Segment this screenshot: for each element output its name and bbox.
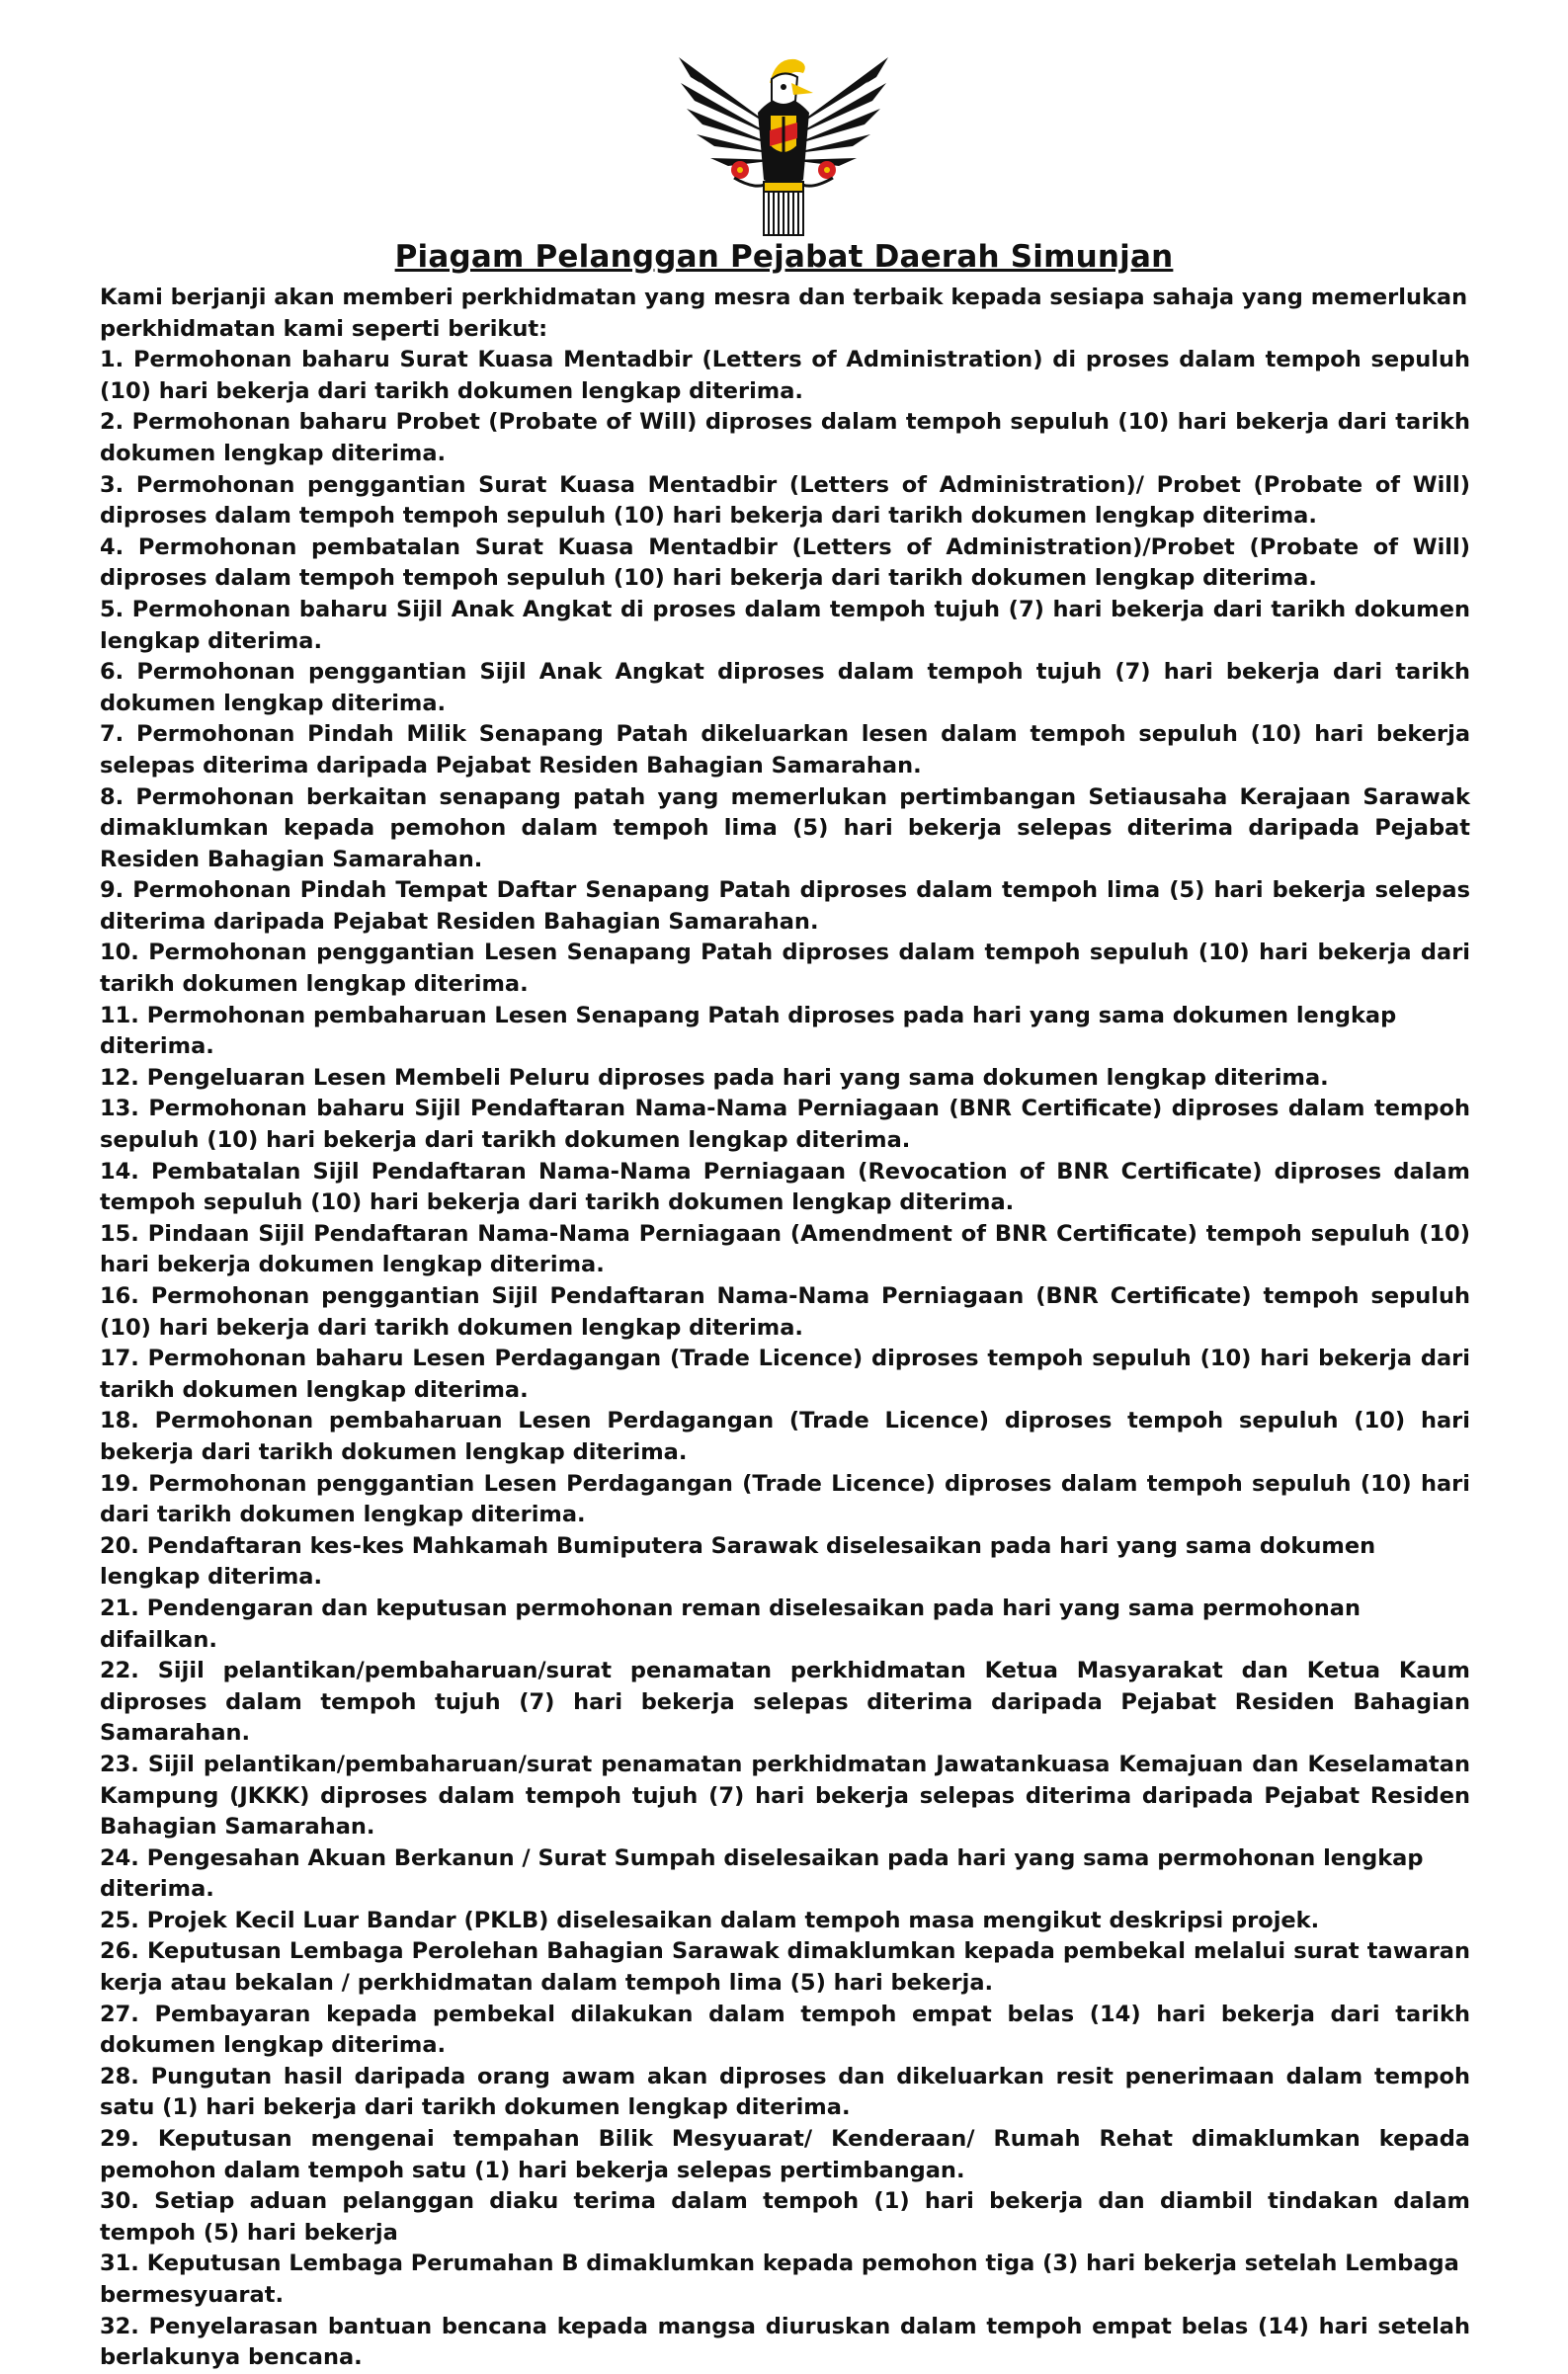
list-item: 24. Pengesahan Akuan Berkanun / Surat Sumpah diselesaikan pada hari yang sama permohonan lengkap diterima.	[100, 1844, 1424, 1903]
list-item: 14. Pembatalan Sijil Pendaftaran Nama-Nama Perniagaan (Revocation of BNR Certificate) diproses dalam tempoh sepuluh (10) hari bekerja dari tarikh dokumen lengkap diterima.	[100, 1158, 1470, 1216]
list-item: 13. Permohonan baharu Sijil Pendaftaran Nama-Nama Perniagaan (BNR Certificate) diproses dalam tempoh sepuluh (10) hari bekerja dari tarikh dokumen lengkap diterima.	[100, 1096, 1470, 1154]
charter-list	[100, 345, 1470, 2374]
list-item: 8. Permohonan berkaitan senapang patah yang memerlukan pertimbangan Setiausaha Kerajaan Sarawak dimaklumkan kepada pemohon dalam tempoh lima (5) hari bekerja selepas diterima daripada Pejabat Residen Bahagian Samarahan.	[100, 783, 1470, 872]
charter-content	[100, 283, 1470, 2374]
list-item: 31. Keputusan Lembaga Perumahan B dimaklumkan kepada pemohon tiga (3) hari bekerja setelah Lembaga bermesyuarat.	[100, 2251, 1459, 2308]
list-item: 4. Permohonan pembatalan Surat Kuasa Mentadbir (Letters of Administration)/Probet (Probate of Will) diproses dalam tempoh tempoh sepuluh (10) hari bekerja dari tarikh dokumen lengkap diterima.	[100, 533, 1470, 592]
list-item: 17. Permohonan baharu Lesen Perdagangan (Trade Licence) diproses tempoh sepuluh (10) hari bekerja dari tarikh dokumen lengkap diterima.	[100, 1346, 1470, 1403]
list-item: 27. Pembayaran kepada pembekal dilakukan dalam tempoh empat belas (14) hari bekerja dari tarikh dokumen lengkap diterima.	[100, 2001, 1470, 2059]
list-item: 19. Permohonan penggantian Lesen Perdagangan (Trade Licence) diproses dalam tempoh sepuluh (10) hari dari tarikh dokumen lengkap diterima.	[100, 1470, 1470, 1528]
list-item: 18. Permohonan pembaharuan Lesen Perdagangan (Trade Licence) diproses tempoh sepuluh (10) hari bekerja dari tarikh dokumen lengkap diterima.	[100, 1408, 1470, 1465]
list-item: 23. Sijil pelantikan/pembaharuan/surat penamatan perkhidmatan Jawatankuasa Kemajuan dan Keselamatan Kampung (JKKK) diproses dalam tempoh tujuh (7) hari bekerja selepas diterima daripada Pejabat Residen Bahagian Samarahan.	[100, 1751, 1470, 1841]
list-item: 26. Keputusan Lembaga Perolehan Bahagian Sarawak dimaklumkan kepada pembekal melalui surat tawaran kerja atau bekalan / perkhidmatan dalam tempoh lima (5) hari bekerja.	[100, 1938, 1470, 1997]
list-item: 20. Pendaftaran kes-kes Mahkamah Bumiputera Sarawak diselesaikan pada hari yang sama dokumen lengkap diterima.	[100, 1532, 1376, 1591]
list-item: 25. Projek Kecil Luar Bandar (PKLB) diselesaikan dalam tempoh masa mengikut deskripsi projek.	[100, 1907, 1320, 1933]
list-item: 11. Permohonan pembaharuan Lesen Senapang Patah diproses pada hari yang sama dokumen lengkap diterima.	[100, 1002, 1397, 1060]
sarawak-crest-icon	[675, 43, 892, 241]
list-item: 10. Permohonan penggantian Lesen Senapang Patah diproses dalam tempoh sepuluh (10) hari bekerja dari tarikh dokumen lengkap diterima.	[100, 940, 1470, 998]
intro-paragraph: Kami berjanji akan memberi perkhidmatan yang mesra dan terbaik kepada sesiapa sahaja yang memerlukan perkhidmatan kami seperti berikut:	[100, 285, 1468, 342]
list-item: 9. Permohonan Pindah Tempat Daftar Senapang Patah diproses dalam tempoh lima (5) hari bekerja selepas diterima daripada Pejabat Residen Bahagian Samarahan.	[100, 877, 1470, 935]
list-item: 29. Keputusan mengenai tempahan Bilik Mesyuarat/ Kenderaan/ Rumah Rehat dimaklumkan kepada pemohon dalam tempoh satu (1) hari bekerja selepas pertimbangan.	[100, 2126, 1470, 2183]
list-item: 22. Sijil pelantikan/pembaharuan/surat penamatan perkhidmatan Ketua Masyarakat dan Ketua Kaum diproses dalam tempoh tujuh (7) hari bekerja selepas diterima daripada Pejabat Residen Bahagian Samarahan.	[100, 1658, 1470, 1747]
list-item: 15. Pindaan Sijil Pendaftaran Nama-Nama Perniagaan (Amendment of BNR Certificate) tempoh sepuluh (10) hari bekerja dokumen lengkap diterima.	[100, 1220, 1470, 1278]
list-item: 3. Permohonan penggantian Surat Kuasa Mentadbir (Letters of Administration)/ Probet (Probate of Will) diproses dalam tempoh tempoh sepuluh (10) hari bekerja dari tarikh dokumen lengkap diterima.	[100, 471, 1470, 530]
list-item: 28. Pungutan hasil daripada orang awam akan diproses dan dikeluarkan resit penerimaan dalam tempoh satu (1) hari bekerja dari tarikh dokumen lengkap diterima.	[100, 2063, 1470, 2121]
list-item: 7. Permohonan Pindah Milik Senapang Patah dikeluarkan lesen dalam tempoh sepuluh (10) hari bekerja selepas diterima daripada Pejabat Residen Bahagian Samarahan.	[100, 721, 1470, 778]
list-item: 2. Permohonan baharu Probet (Probate of Will) diproses dalam tempoh sepuluh (10) hari bekerja dari tarikh dokumen lengkap diterima.	[100, 409, 1470, 466]
list-item: 12. Pengeluaran Lesen Membeli Peluru diproses pada hari yang sama dokumen lengkap diterima.	[100, 1064, 1329, 1091]
list-item: 30. Setiap aduan pelanggan diaku terima dalam tempoh (1) hari bekerja dan diambil tindakan dalam tempoh (5) hari bekerja	[100, 2188, 1470, 2246]
list-item: 16. Permohonan penggantian Sijil Pendaftaran Nama-Nama Perniagaan (BNR Certificate) tempoh sepuluh (10) hari bekerja dari tarikh dokumen lengkap diterima.	[100, 1283, 1470, 1341]
list-item: 5. Permohonan baharu Sijil Anak Angkat di proses dalam tempoh tujuh (7) hari bekerja dari tarikh dokumen lengkap diterima.	[100, 596, 1470, 654]
list-item: 21. Pendengaran dan keputusan permohonan reman diselesaikan pada hari yang sama permohonan difailkan.	[100, 1595, 1361, 1653]
list-item: 6. Permohonan penggantian Sijil Anak Angkat diproses dalam tempoh tujuh (7) hari bekerja dari tarikh dokumen lengkap diterima.	[100, 659, 1470, 716]
list-item: 1. Permohonan baharu Surat Kuasa Mentadbir (Letters of Administration) di proses dalam tempoh sepuluh (10) hari bekerja dari tarikh dokumen lengkap diterima.	[100, 347, 1470, 404]
page-title: Piagam Pelanggan Pejabat Daerah Simunjan	[394, 239, 1174, 275]
list-item: 32. Penyelarasan bantuan bencana kepada mangsa diuruskan dalam tempoh empat belas (14) hari setelah berlakunya bencana.	[100, 2313, 1470, 2371]
